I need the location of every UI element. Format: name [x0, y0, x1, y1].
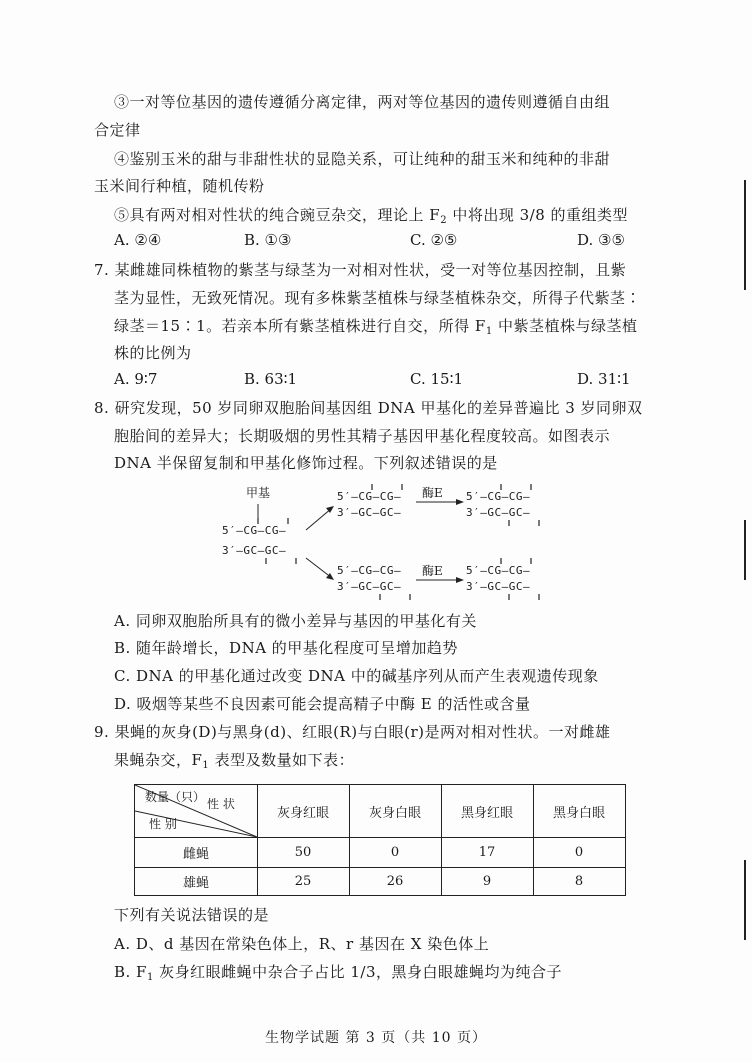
q6-item3-line2: 合定律	[94, 121, 141, 139]
q7-options	[114, 369, 674, 389]
q6-item4-line1: ④鉴别玉米的甜与非甜性状的显隐关系，可让纯种的甜玉米和纯种的非甜	[114, 150, 611, 168]
q8-option-a: A. 同卵双胞胎所具有的微小差异与基因的甲基化有关	[114, 612, 477, 630]
lower-daughter-bottom: 3′–GC–GC–	[337, 580, 402, 593]
table-cell: 17	[478, 844, 496, 860]
q6-options	[114, 230, 674, 250]
q6-item4-line2: 玉米间行种植，随机传粉	[94, 177, 265, 195]
q7-line2: 茎为显性，无致死情况。现有多株紫茎植株与绿茎植株杂交，所得子代紫茎∶	[114, 289, 642, 307]
q9-line2-sub: 1	[202, 760, 210, 771]
parent-strand-top: 5′–CG–CG–	[222, 524, 287, 537]
table-cell: 0	[574, 844, 584, 860]
scan-edge-mark	[744, 520, 746, 580]
q7-line3-sub: 1	[485, 326, 493, 337]
q6-option-c: C. ②⑤	[410, 231, 458, 249]
arrowhead	[456, 499, 464, 505]
q6-item3-line1: ③一对等位基因的遗传遵循分离定律，两对等位基因的遗传则遵循自由组	[114, 93, 611, 111]
row-label-male: 雄蝇	[182, 875, 209, 891]
table-cell: 8	[574, 873, 584, 889]
enzyme-e-upper: 酶E	[422, 486, 443, 500]
lower-result-top: 5′–CG–CG–	[466, 564, 531, 577]
q9-line2-a: 果蝇杂交，F	[114, 751, 203, 769]
q6-item5	[114, 205, 714, 225]
corner-trait-label: 性 状	[207, 797, 235, 811]
methyl-label: 甲基	[246, 486, 271, 500]
q7-option-b: B. 63∶1	[244, 370, 298, 388]
q9-option-b-a: B. F	[114, 963, 147, 981]
scan-edge-mark	[744, 180, 746, 290]
table-cell: 25	[294, 873, 312, 889]
replication-arrow-up	[306, 508, 332, 530]
q7-option-a: A. 9∶7	[114, 370, 158, 388]
q7-line1: 7. 某雌雄同株植物的紫茎与绿茎为一对相对性状，受一对等位基因控制，且紫	[94, 261, 627, 279]
row-label-female: 雌蝇	[182, 846, 209, 862]
lower-result-bottom: 3′–GC–GC–	[466, 580, 531, 593]
q9-option-a: A. D、d 基因在常染色体上，R、r 基因在 X 染色体上	[114, 935, 490, 953]
q8-option-b: B. 随年龄增长，DNA 的甲基化程度可呈增加趋势	[114, 639, 458, 657]
upper-result-top: 5′–CG–CG–	[466, 490, 531, 503]
q6-option-a: A. ②④	[114, 231, 162, 249]
table-cell: 50	[294, 844, 312, 860]
table-cell: 0	[390, 844, 400, 860]
q6-option-b: B. ①③	[244, 231, 292, 249]
header-black-white: 黑身白眼	[552, 805, 605, 821]
upper-daughter-top: 5′–CG–CG–	[337, 490, 402, 503]
q8-option-c: C. DNA 的甲基化通过改变 DNA 中的碱基序列从而产生表观遗传现象	[114, 667, 599, 685]
header-grey-white: 灰身白眼	[368, 805, 421, 821]
q7-option-c: C. 15∶1	[410, 370, 464, 388]
upper-result-bottom: 3′–GC–GC–	[466, 506, 531, 519]
q7-line3-b: 中紫茎植株与绿茎植	[492, 317, 638, 335]
q9-line2	[114, 750, 714, 770]
parent-strand-bottom: 3′–GC–GC–	[222, 544, 287, 557]
page-footer: 生物学试题 第 3 页（共 10 页）	[265, 1030, 487, 1046]
arrowhead	[456, 577, 464, 583]
q8-line2: 胞胎间的差异大；长期吸烟的男性其精子基因甲基化程度较高。如图表示	[114, 427, 611, 445]
scan-edge-mark	[744, 860, 746, 940]
q6-option-d: D. ③⑤	[577, 231, 625, 249]
lower-daughter-top: 5′–CG–CG–	[337, 564, 402, 577]
q7-line3-a: 绿茎＝15∶1。若亲本所有紫茎植株进行自交，所得 F	[114, 317, 486, 335]
phenotype-table	[134, 784, 626, 896]
q9-line2-b: 表型及数量如下表：	[209, 751, 355, 769]
enzyme-e-lower: 酶E	[422, 564, 443, 578]
q6-item5-text: ⑤具有两对相对性状的纯合豌豆杂交，理论上 F	[114, 206, 441, 224]
table-cell: 9	[482, 873, 492, 889]
q9-option-b	[114, 962, 714, 982]
corner-qty-label: 数量（只）	[145, 790, 206, 804]
corner-sex-label: 性 别	[149, 817, 177, 831]
q7-option-d: D. 31∶1	[577, 370, 631, 388]
replication-arrow-down	[306, 558, 332, 578]
q9-option-b-b: 灰身红眼雌蝇中杂合子占比 1/3，黑身白眼雄蝇均为纯合子	[153, 963, 563, 981]
q8-line3: DNA 半保留复制和甲基化修饰过程。下列叙述错误的是	[114, 454, 498, 472]
q7-line4: 株的比例为	[114, 344, 192, 362]
q9-prompt: 下列有关说法错误的是	[114, 906, 270, 924]
header-grey-red: 灰身红眼	[276, 805, 329, 821]
q9-option-b-sub: 1	[146, 972, 154, 983]
q9-line1: 9. 果蝇的灰身(D)与黑身(d)、红眼(R)与白眼(r)是两对相对性状。一对雌雄	[94, 723, 611, 741]
header-black-red: 黑身红眼	[460, 805, 513, 821]
upper-daughter-bottom: 3′–GC–GC–	[337, 506, 402, 519]
q7-line3	[114, 316, 714, 336]
table-cell: 26	[386, 873, 404, 889]
q6-item5-sub: 2	[440, 215, 448, 226]
q8-line1: 8. 研究发现，50 岁同卵双胞胎间基因组 DNA 甲基化的差异普遍比 3 岁同卵双	[94, 399, 643, 417]
diagram-arrows-and-methyl-marks	[210, 478, 540, 618]
q6-item5-tail: 中将出现 3/8 的重组类型	[447, 206, 629, 224]
q8-option-d: D. 吸烟等某些不良因素可能会提高精子中酶 E 的活性或含量	[114, 695, 531, 713]
